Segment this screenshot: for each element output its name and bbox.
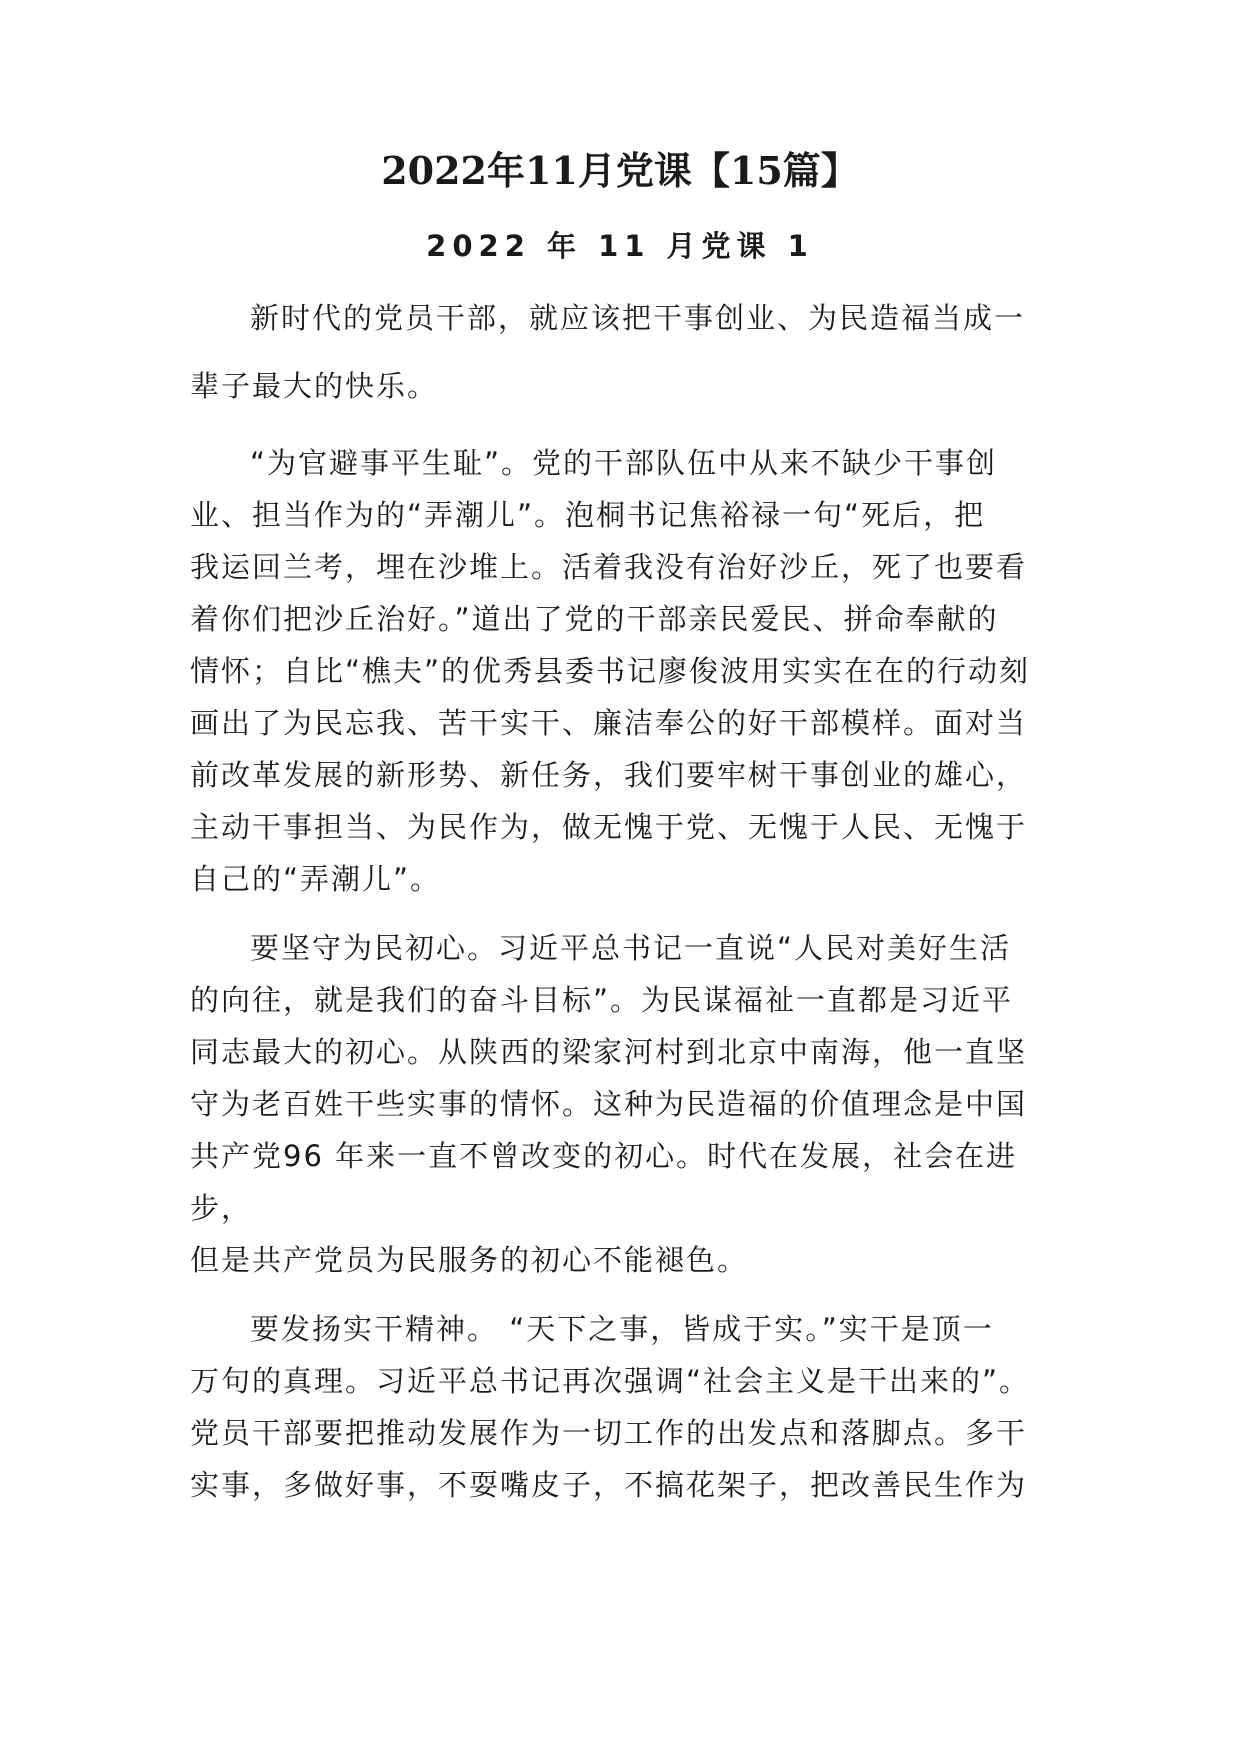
text-line: “为官避事平生耻”。党的干部队伍中从来不缺少干事创 <box>250 446 998 480</box>
text-line: 画出了为民忘我、苦干实干、廉洁奉公的好干部模样。面对当 <box>190 706 1028 740</box>
text-line: 自己的“弄潮儿”。 <box>190 862 442 896</box>
text-line: 万句的真理。习近平总书记再次强调“社会主义是干出来的”。 <box>190 1364 1031 1398</box>
text-line: 的向往，就是我们的奋斗目标”。为民谋福祉一直都是习近平 <box>190 983 1014 1017</box>
text-line: 情怀；自比“樵夫”的优秀县委书记廖俊波用实实在在的行动刻 <box>190 654 1031 688</box>
text-line: 实事，多做好事，不耍嘴皮子，不搞花架子，把改善民生作为 <box>190 1468 1028 1502</box>
paragraph <box>190 922 1052 1286</box>
text-line: 辈子最大的快乐。 <box>190 369 439 403</box>
document-title: 2022年11月党课【15篇】 <box>381 148 859 193</box>
section-heading: 2022 年 11 月党课 1 <box>426 229 814 263</box>
text-line: 我运回兰考，埋在沙堆上。活着我没有治好沙丘，死了也要看 <box>190 550 1028 584</box>
text-line: 党员干部要把推动发展作为一切工作的出发点和落脚点。多干 <box>190 1416 1028 1450</box>
text-line: 前改革发展的新形势、新任务，我们要牢树干事创业的雄心， <box>190 758 1028 792</box>
text-line: 要坚守为民初心。习近平总书记一直说“人民对美好生活 <box>250 931 1012 965</box>
paragraph <box>190 437 1052 905</box>
text-line: 同志最大的初心。从陕西的梁家河村到北京中南海，他一直坚 <box>190 1035 1028 1069</box>
document-body <box>190 284 1052 1528</box>
paragraph <box>190 1303 1052 1511</box>
text-line: 要发扬实干精神。 “天下之事，皆成于实。”实干是顶一 <box>250 1312 994 1346</box>
paragraph <box>190 284 1052 420</box>
text-line: 主动干事担当、为民作为，做无愧于党、无愧于人民、无愧于 <box>190 810 1028 844</box>
text-line: 步， <box>190 1191 253 1225</box>
text-line: 业、担当作为的“弄潮儿”。泡桐书记焦裕禄一句“死后，把 <box>190 498 986 532</box>
text-line: 共产党96 年来一直不曾改变的初心。时代在发展，社会在进 <box>190 1139 1018 1173</box>
text-line: 新时代的党员干部，就应该把干事创业、为民造福当成一 <box>250 301 1026 335</box>
text-line: 着你们把沙丘治好。”道出了党的干部亲民爱民、拼命奉献的 <box>190 602 999 636</box>
text-line: 但是共产党员为民服务的初心不能褪色。 <box>190 1243 749 1277</box>
text-line: 守为老百姓干些实事的情怀。这种为民造福的价值理念是中国 <box>190 1087 1028 1121</box>
